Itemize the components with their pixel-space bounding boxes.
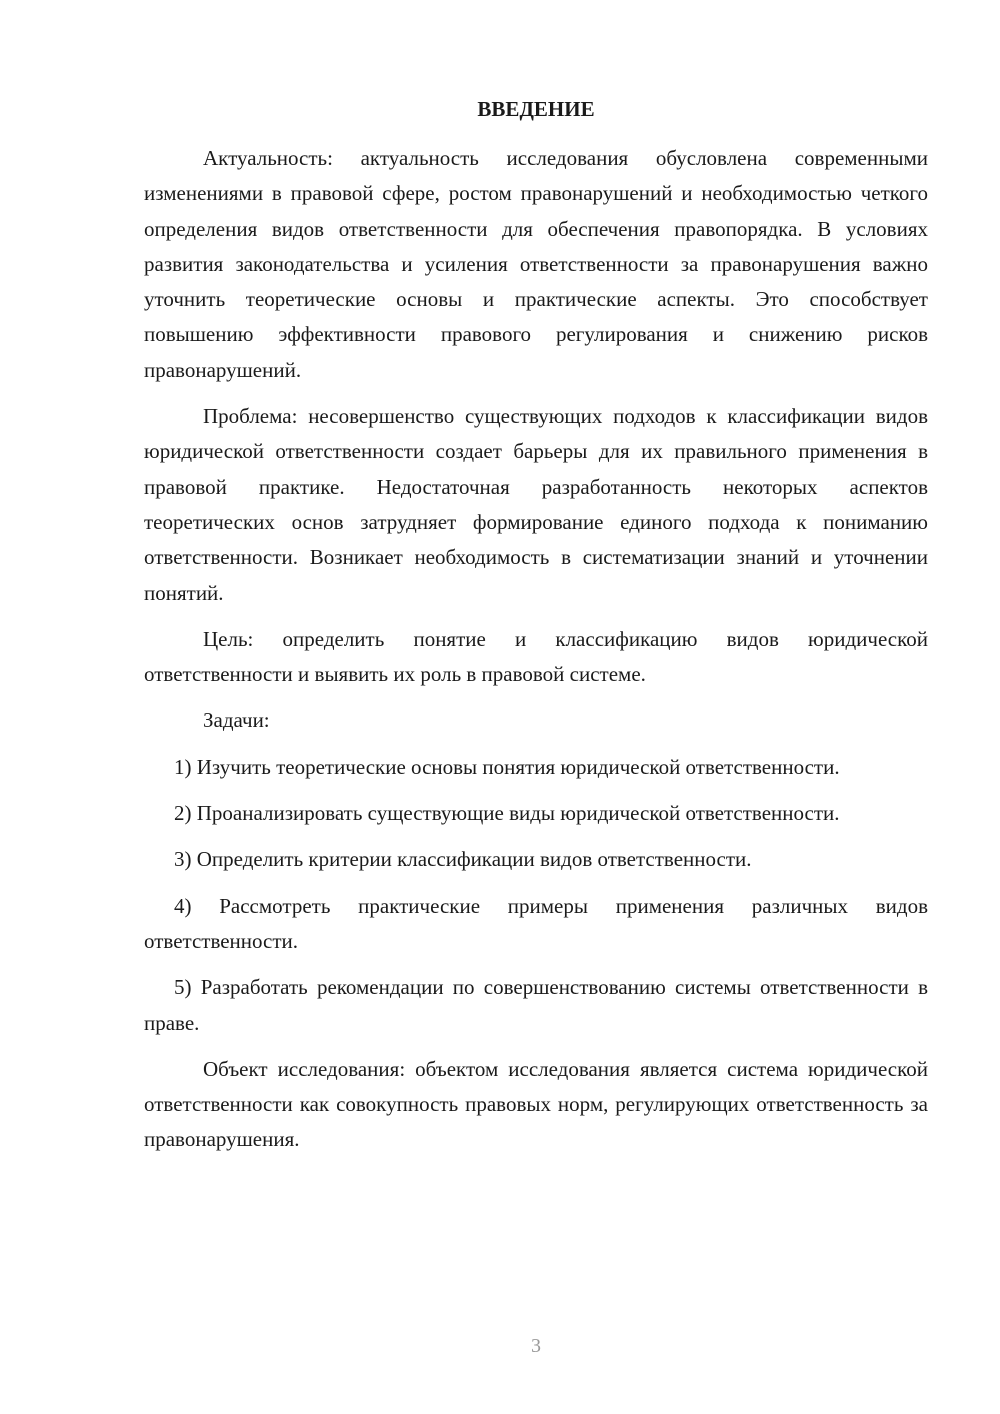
goal-paragraph: Цель: определить понятие и классификацию видов юридической ответственности и выявить их роль в правовой системе. — [144, 626, 928, 687]
task-item-1: 1) Изучить теоретические основы понятия юридической ответственности. — [174, 754, 840, 779]
document-page — [144, 92, 928, 1169]
task-item-4: 4) Рассмотреть практические примеры применения различных видов ответственности. — [144, 893, 928, 953]
research-object-paragraph: Объект исследования: объектом исследования является система юридической ответственности как совокупность правовых норм, регулирующих ответственность за правонарушения. — [144, 1056, 928, 1152]
task-item-5: 5) Разработать рекомендации по совершенствованию системы ответственности в праве. — [144, 975, 928, 1035]
problem-paragraph: Проблема: несовершенство существующих подходов к классификации видов юридической ответственности создает барьеры для их правильного применения в правовой практике. Недостаточная разработанность некоторых аспектов теоретических основ затрудняет формирование единого подхода к пониманию ответственности. Возникает необходимость в систематизации знаний и уточнении понятий. — [144, 404, 928, 605]
relevance-paragraph: Актуальность: актуальность исследования обусловлена современными изменениями в правовой сфере, ростом правонарушений и необходимостью четкого определения видов ответственности для обеспечения правопорядка. В условиях развития законодательства и усиления ответственности за правонарушения важно уточнить теоретические основы и практические аспекты. Это способствует повышению эффективности правового регулирования и снижению рисков правонарушений. — [144, 146, 928, 382]
task-item-2: 2) Проанализировать существующие виды юридической ответственности. — [174, 801, 840, 826]
section-title: ВВЕДЕНИЕ — [477, 97, 595, 121]
tasks-heading: Задачи: — [203, 708, 270, 733]
task-item-3: 3) Определить критерии классификации видов ответственности. — [174, 847, 752, 872]
page-number: 3 — [531, 1335, 541, 1357]
